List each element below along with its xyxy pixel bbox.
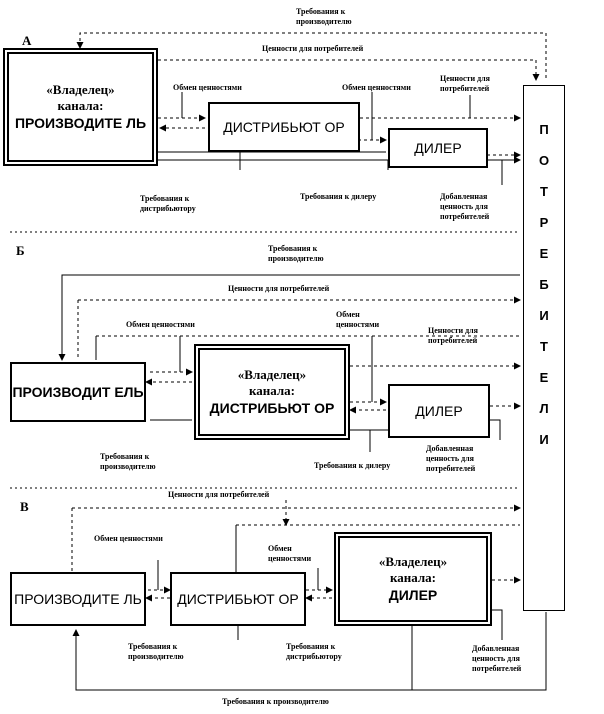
consumers-box xyxy=(523,85,565,611)
consumers-letter: Е xyxy=(539,246,549,261)
a-distributor-box xyxy=(208,102,360,152)
owner-line2: канала: xyxy=(57,98,104,113)
b-distributor-owner-box xyxy=(194,344,350,440)
consumers-letter: Р xyxy=(539,215,549,230)
b-values-consumers2-label: Ценности для потребителей xyxy=(428,326,478,345)
v-distributor-name: ДИСТРИБЬЮТ ОР xyxy=(177,591,299,607)
section-a-label: А xyxy=(22,33,32,48)
b-req-producer-top-label: Требования к производителю xyxy=(268,244,324,263)
a-exchange2-label: Обмен ценностями xyxy=(342,83,411,92)
a-req-producer-label: Требования к производителю xyxy=(296,7,352,26)
a-values-consumers2-label: Ценности для потребителей xyxy=(440,74,490,93)
a-producer-name: ПРОИЗВОДИТЕ ЛЬ xyxy=(14,115,147,131)
b-producer-box xyxy=(10,362,146,422)
consumers-letter: И xyxy=(539,308,549,323)
section-v-label: В xyxy=(20,499,29,514)
b-dealer-name: ДИЛЕР xyxy=(415,403,463,419)
v-req-producer-label: Требования к производителю xyxy=(128,642,184,661)
consumers-letter: Т xyxy=(540,339,548,354)
b-dealer-box xyxy=(388,384,490,438)
consumers-letters xyxy=(524,122,564,463)
b-values-consumers-label: Ценности для потребителей xyxy=(228,284,330,293)
a-dealer-box xyxy=(388,128,488,168)
v-values-consumers-label: Ценности для потребителей xyxy=(168,490,270,499)
v-dealer-name: ДИЛЕР xyxy=(388,587,438,603)
consumers-letter: Е xyxy=(539,370,549,385)
owner-line2: канала: xyxy=(248,383,295,398)
a-req-distributor-label: Требования к дистрибьютору xyxy=(140,194,196,213)
a-distributor-name: ДИСТРИБЬЮТ ОР xyxy=(223,119,345,135)
b-req-producer-label: Требования к производителю xyxy=(100,452,156,471)
a-dealer-name: ДИЛЕР xyxy=(414,140,462,156)
consumers-letter: Б xyxy=(539,277,549,292)
consumers-letter: П xyxy=(539,122,549,137)
v-req-producer-bottom-label: Требования к производителю xyxy=(222,697,329,706)
b-exchange1-label: Обмен ценностями xyxy=(126,320,195,329)
a-producer-owner-box xyxy=(3,48,158,166)
v-exchange1-label: Обмен ценностями xyxy=(94,534,163,543)
owner-line1: «Владелец» xyxy=(378,554,448,569)
owner-line2: канала: xyxy=(389,570,437,585)
consumers-letter: И xyxy=(539,432,549,447)
v-added-value-label: Добавленная ценность для потребителей xyxy=(472,644,522,673)
consumers-letter: Т xyxy=(540,184,548,199)
section-b-label: Б xyxy=(16,243,25,258)
v-producer-box xyxy=(10,572,146,626)
v-producer-name: ПРОИЗВОДИТЕ ЛЬ xyxy=(14,591,142,607)
v-dealer-owner-box xyxy=(334,532,492,626)
owner-line1: «Владелец» xyxy=(237,367,307,382)
consumers-letter: Л xyxy=(539,401,549,416)
v-distributor-box xyxy=(170,572,306,626)
a-values-consumers-label: Ценности для потребителей xyxy=(262,44,364,53)
b-producer-name: ПРОИЗВОДИТ ЕЛЬ xyxy=(12,384,144,400)
a-exchange1-label: Обмен ценностями xyxy=(173,83,242,92)
owner-line1: «Владелец» xyxy=(46,82,115,97)
consumers-letter: О xyxy=(538,153,550,168)
b-exchange2-label: Обмен ценностями xyxy=(336,310,380,329)
v-req-distributor-label: Требования к дистрибьютору xyxy=(286,642,342,661)
b-distributor-name: ДИСТРИБЬЮТ ОР xyxy=(209,400,335,416)
a-req-dealer-label: Требования к дилеру xyxy=(300,192,377,201)
b-added-value-label: Добавленная ценность для потребителей xyxy=(426,444,476,473)
a-added-value-label: Добавленная ценность для потребителей xyxy=(440,192,490,221)
v-exchange2-label: Обмен ценностями xyxy=(268,544,312,563)
b-req-dealer-label: Требования к дилеру xyxy=(314,461,391,470)
